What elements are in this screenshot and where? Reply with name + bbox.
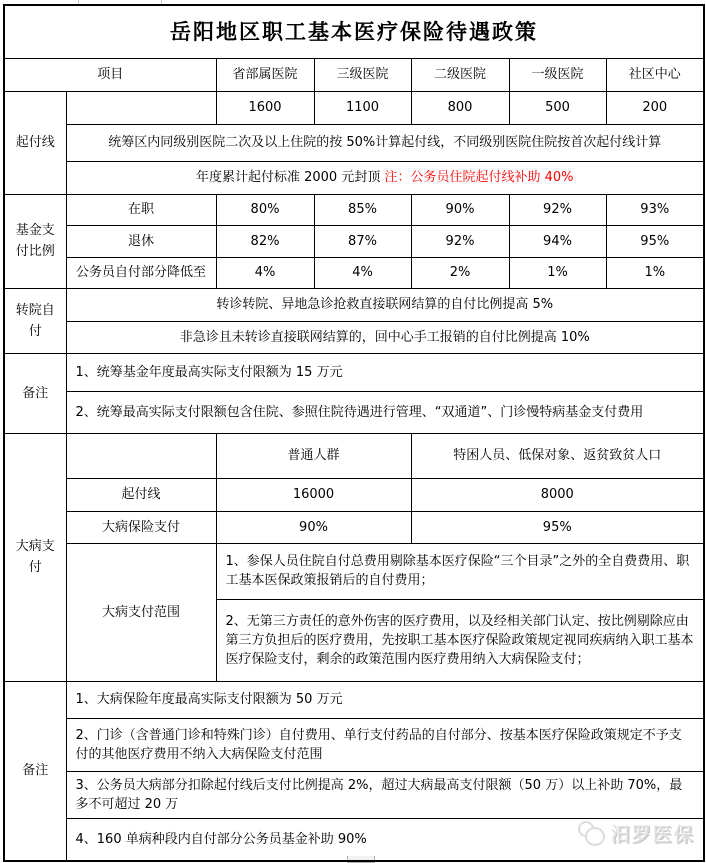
row-label-major-deductible: 起付线 <box>66 478 216 511</box>
remark-major-item: 1、大病保险年度最高实际支付限额为 50 万元 <box>66 681 704 718</box>
deductible-note-annual-cap <box>66 161 704 194</box>
ratio-value: 2% <box>411 257 509 288</box>
ratio-value: 92% <box>411 225 509 257</box>
header-cell-item: 项目 <box>4 58 216 91</box>
row-label-active-employee: 在职 <box>66 194 216 225</box>
remark-major-item: 4、160 单病种段内自付部分公务员基金补助 90% <box>66 818 704 861</box>
section-label-fund-pay-ratio: 基金支付比例 <box>4 194 66 288</box>
deductible-value: 800 <box>411 91 509 124</box>
section-label-transfer-self-pay: 转院自付 <box>4 288 66 353</box>
watermark-text: 汨罗医保 <box>611 823 696 846</box>
remark-basic-item: 1、统筹基金年度最高实际支付限额为 15 万元 <box>66 353 704 391</box>
row-label-major-pay-scope: 大病支付范围 <box>66 543 216 681</box>
deductible-empty-cell <box>66 91 216 124</box>
section-label-deductible: 起付线 <box>4 91 66 194</box>
ratio-value: 4% <box>314 257 411 288</box>
remark-major-item: 2、门诊（含普通门诊和特殊门诊）自付费用、单行支付药品的自付部分、按基本医疗保险政策规定不予支付的其他医疗费用不纳入大病保险支付范围 <box>66 718 704 771</box>
ratio-value: 85% <box>314 194 411 225</box>
section-label-major-illness: 大病支付 <box>4 433 66 681</box>
group-header-general-population: 普通人群 <box>216 433 411 478</box>
header-cell-tier2-hospital: 二级医院 <box>411 58 509 91</box>
ratio-value: 1% <box>509 257 606 288</box>
section-label-remarks-major: 备注 <box>4 681 66 861</box>
deductible-civil-servant-subsidy-note: 注：公务员住院起付线补助 40% <box>384 170 574 185</box>
transfer-note-non-emergency: 非急诊且未转诊直接联网结算的，回中心手工报销的自付比例提高 10% <box>66 321 704 353</box>
header-cell-tier1-hospital: 一级医院 <box>509 58 606 91</box>
major-deductible-value: 8000 <box>411 478 704 511</box>
group-header-poverty-population: 特困人员、低保对象、返贫致贫人口 <box>411 433 704 478</box>
major-pay-value: 95% <box>411 511 704 543</box>
ratio-value: 95% <box>606 225 704 257</box>
major-scope-item: 1、参保人员住院自付总费用剔除基本医疗保险“三个目录”之外的全自费费用、职工基本医保政策报销后的自付费用； <box>216 543 704 599</box>
insurance-policy-table <box>3 4 705 862</box>
watermark <box>578 818 695 848</box>
ratio-value: 82% <box>216 225 314 257</box>
remark-basic-item: 2、统筹最高实际支付限额包含住院、参照住院待遇进行管理、“双通道”、门诊慢特病基金支付费用 <box>66 391 704 433</box>
ratio-value: 94% <box>509 225 606 257</box>
ratio-value: 92% <box>509 194 606 225</box>
major-illness-empty-cell <box>66 433 216 478</box>
ratio-value: 93% <box>606 194 704 225</box>
remark-major-item: 3、公务员大病部分扣除起付线后支付比例提高 2%，超过大病最高支付限额（50 万）以上补助 70%，最多不可超过 20 万 <box>66 771 704 818</box>
major-scope-item: 2、无第三方责任的意外伤害的医疗费用，以及经相关部门认定、按比例剔除应由第三方负担后的医疗费用，先按职工基本医疗保险政策规定视同疾病纳入职工基本医疗保险支付，剩余的政策范围内医疗费用纳入大病保险支付； <box>216 599 704 681</box>
deductible-value: 1600 <box>216 91 314 124</box>
major-pay-value: 90% <box>216 511 411 543</box>
deductible-note-repeat-admission: 统筹区内同级别医院二次及以上住院的按 50%计算起付线，不同级别医院住院按首次起付线计算 <box>66 124 704 161</box>
header-cell-tier3-hospital: 三级医院 <box>314 58 411 91</box>
miluo-medical-insurance-logo-icon <box>578 821 604 845</box>
row-label-major-insurance-pay: 大病保险支付 <box>66 511 216 543</box>
deductible-cap-text: 年度累计起付标准 2000 元封顶 <box>195 170 381 185</box>
row-label-civil-servant-copay: 公务员自付部分降低至 <box>66 257 216 288</box>
ratio-value: 87% <box>314 225 411 257</box>
ratio-value: 90% <box>411 194 509 225</box>
deductible-value: 200 <box>606 91 704 124</box>
section-label-remarks-basic: 备注 <box>4 353 66 433</box>
header-cell-provincial-hospital: 省部属医院 <box>216 58 314 91</box>
page-title: 岳阳地区职工基本医疗保险待遇政策 <box>4 5 704 58</box>
major-deductible-value: 16000 <box>216 478 411 511</box>
ratio-value: 80% <box>216 194 314 225</box>
row-label-retired: 退休 <box>66 225 216 257</box>
header-cell-community-center: 社区中心 <box>606 58 704 91</box>
ratio-value: 4% <box>216 257 314 288</box>
deductible-value: 1100 <box>314 91 411 124</box>
transfer-note-referral: 转诊转院、异地急诊抢救直接联网结算的自付比例提高 5% <box>66 288 704 321</box>
deductible-value: 500 <box>509 91 606 124</box>
ratio-value: 1% <box>606 257 704 288</box>
